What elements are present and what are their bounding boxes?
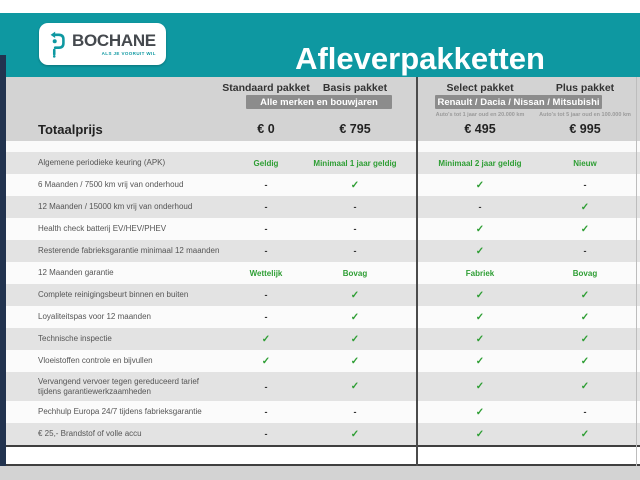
feature-cell-std bbox=[224, 262, 308, 284]
table-row bbox=[0, 350, 640, 372]
feature-cell-basis bbox=[308, 372, 402, 401]
check-icon: ✓ bbox=[580, 333, 590, 345]
feature-cell-std bbox=[224, 152, 308, 174]
column-headers-row bbox=[0, 80, 640, 95]
feature-label: 12 Maanden garantie bbox=[38, 268, 114, 277]
feature-label: € 25,- Brandstof of volle accu bbox=[38, 429, 142, 438]
check-icon: ✓ bbox=[350, 428, 360, 440]
feature-cell-plus bbox=[542, 328, 628, 350]
feature-cell-basis bbox=[308, 401, 402, 423]
dash-icon: - bbox=[353, 224, 357, 234]
feature-label: Complete reinigingsbeurt binnen en buiten bbox=[38, 290, 189, 299]
dash-icon: - bbox=[264, 180, 268, 190]
dash-icon: - bbox=[264, 290, 268, 300]
feature-cell-basis bbox=[308, 284, 402, 306]
feature-cell-std bbox=[224, 350, 308, 372]
feature-cell-plus bbox=[542, 174, 628, 196]
feature-cell-basis bbox=[308, 306, 402, 328]
check-icon: ✓ bbox=[580, 381, 590, 392]
dash-icon: - bbox=[583, 246, 587, 256]
feature-label: Pechhulp Europa 24/7 tijdens fabrieksgarantie bbox=[38, 407, 202, 416]
select-pakket-caption: Auto's tot 1 jaar oud en 20.000 km bbox=[435, 112, 525, 118]
feature-cell-basis bbox=[308, 196, 402, 218]
feature-cell-select bbox=[418, 174, 542, 196]
table-row bbox=[0, 218, 640, 240]
feature-label: Loyaliteitspas voor 12 maanden bbox=[38, 312, 151, 321]
feature-cell-select bbox=[418, 152, 542, 174]
check-icon: ✓ bbox=[580, 355, 590, 367]
feature-cell-plus bbox=[542, 262, 628, 284]
feature-value: Bovag bbox=[572, 268, 598, 278]
feature-cell-basis bbox=[308, 218, 402, 240]
dash-icon: - bbox=[583, 180, 587, 190]
feature-label: 6 Maanden / 7500 km vrij van onderhoud bbox=[38, 180, 184, 189]
feature-label: Resterende fabrieksgarantie minimaal 12 maanden bbox=[38, 246, 220, 255]
column-header-select: Select pakket bbox=[446, 81, 514, 94]
feature-cell-basis bbox=[308, 350, 402, 372]
feature-cell-std bbox=[224, 240, 308, 262]
check-icon: ✓ bbox=[475, 406, 485, 418]
feature-cell-std bbox=[224, 174, 308, 196]
price-plus: € 995 bbox=[569, 122, 601, 136]
left-edge-strip bbox=[0, 55, 6, 466]
check-icon: ✓ bbox=[475, 333, 485, 345]
column-header-plus: Plus pakket bbox=[555, 81, 615, 94]
feature-cell-basis bbox=[308, 423, 402, 445]
feature-cell-select bbox=[418, 218, 542, 240]
feature-label: Technische inspectie bbox=[38, 334, 112, 343]
feature-cell-plus bbox=[542, 152, 628, 174]
table-row bbox=[0, 152, 640, 174]
feature-cell-plus bbox=[542, 284, 628, 306]
check-icon: ✓ bbox=[475, 179, 485, 191]
feature-cell-select bbox=[418, 328, 542, 350]
column-header-spacer bbox=[0, 80, 224, 95]
column-header-basis: Basis pakket bbox=[322, 81, 388, 94]
column-header-standaard: Standaard pakket bbox=[222, 81, 310, 94]
dash-icon: - bbox=[264, 381, 268, 392]
feature-cell-plus bbox=[542, 372, 628, 401]
check-icon: ✓ bbox=[475, 381, 485, 392]
feature-cell-plus bbox=[542, 423, 628, 445]
check-icon: ✓ bbox=[475, 289, 485, 301]
right-edge-line bbox=[636, 77, 637, 466]
feature-value: Minimaal 2 jaar geldig bbox=[438, 158, 522, 168]
table-row bbox=[0, 401, 640, 423]
feature-value: Wettelijk bbox=[249, 268, 283, 278]
dash-icon: - bbox=[583, 407, 587, 417]
check-icon: ✓ bbox=[261, 355, 271, 367]
feature-cell-select bbox=[418, 196, 542, 218]
group-badge-renault-dacia-nissan-mitsubishi: Renault / Dacia / Nissan / Mitsubishi bbox=[435, 95, 602, 109]
check-icon: ✓ bbox=[580, 223, 590, 235]
check-icon: ✓ bbox=[350, 355, 360, 367]
bochane-logo-icon bbox=[46, 29, 68, 59]
feature-label: Algemene periodieke keuring (APK) bbox=[38, 158, 166, 167]
logo-name: BOCHANE bbox=[72, 31, 156, 50]
table-row bbox=[0, 423, 640, 445]
group-divider-line bbox=[416, 77, 418, 466]
feature-cell-select bbox=[418, 262, 542, 284]
table-row bbox=[0, 262, 640, 284]
feature-cell-select bbox=[418, 240, 542, 262]
dash-icon: - bbox=[264, 407, 268, 417]
check-icon: ✓ bbox=[580, 428, 590, 440]
table-row bbox=[0, 174, 640, 196]
feature-label: Vervangend vervoer tegen gereduceerd tarief tijdens garantiewerkzaamheden bbox=[38, 376, 199, 396]
dash-icon: - bbox=[264, 246, 268, 256]
dash-icon: - bbox=[353, 407, 357, 417]
feature-cell-plus bbox=[542, 350, 628, 372]
feature-cell-basis bbox=[308, 152, 402, 174]
feature-cell-select bbox=[418, 372, 542, 401]
feature-value: Fabriek bbox=[465, 268, 495, 278]
dash-icon: - bbox=[264, 312, 268, 322]
footer-strip bbox=[0, 445, 640, 466]
feature-cell-basis bbox=[308, 328, 402, 350]
price-basis: € 795 bbox=[339, 122, 371, 136]
price-standaard: € 0 bbox=[257, 122, 275, 136]
feature-cell-plus bbox=[542, 240, 628, 262]
feature-cell-select bbox=[418, 284, 542, 306]
feature-cell-plus bbox=[542, 306, 628, 328]
dash-icon: - bbox=[353, 202, 357, 212]
feature-value: Nieuw bbox=[573, 158, 597, 168]
dash-icon: - bbox=[264, 202, 268, 212]
dash-icon: - bbox=[353, 246, 357, 256]
table-row bbox=[0, 284, 640, 306]
check-icon: ✓ bbox=[261, 333, 271, 345]
check-icon: ✓ bbox=[475, 245, 485, 257]
separator-strip bbox=[0, 141, 640, 152]
dash-icon: - bbox=[264, 429, 268, 439]
total-label: Totaalprijs bbox=[38, 121, 103, 137]
check-icon: ✓ bbox=[350, 333, 360, 345]
check-icon: ✓ bbox=[475, 355, 485, 367]
dash-icon: - bbox=[478, 202, 482, 212]
check-icon: ✓ bbox=[350, 179, 360, 191]
check-icon: ✓ bbox=[580, 289, 590, 301]
feature-value: Minimaal 1 jaar geldig bbox=[313, 158, 397, 168]
total-price-row bbox=[0, 119, 640, 139]
bochane-logo bbox=[39, 23, 166, 65]
feature-cell-select bbox=[418, 423, 542, 445]
page-header bbox=[0, 13, 640, 77]
check-icon: ✓ bbox=[350, 381, 360, 392]
feature-cell-select bbox=[418, 401, 542, 423]
feature-cell-select bbox=[418, 306, 542, 328]
feature-cell-std bbox=[224, 306, 308, 328]
feature-value: Bovag bbox=[342, 268, 368, 278]
top-margin-strip bbox=[0, 0, 640, 13]
feature-cell-std bbox=[224, 196, 308, 218]
page-title: Afleverpakketten bbox=[295, 41, 545, 76]
check-icon: ✓ bbox=[580, 311, 590, 323]
check-icon: ✓ bbox=[475, 223, 485, 235]
logo-tagline: ALS JE VOORUIT WIL bbox=[101, 51, 156, 56]
table-row bbox=[0, 306, 640, 328]
feature-cell-std bbox=[224, 372, 308, 401]
feature-cell-basis bbox=[308, 240, 402, 262]
feature-label: Health check batterij EV/HEV/PHEV bbox=[38, 224, 167, 233]
feature-label: 12 Maanden / 15000 km vrij van onderhoud bbox=[38, 202, 193, 211]
check-icon: ✓ bbox=[350, 289, 360, 301]
feature-cell-plus bbox=[542, 196, 628, 218]
table-row bbox=[0, 196, 640, 218]
feature-cell-select bbox=[418, 350, 542, 372]
check-icon: ✓ bbox=[580, 201, 590, 213]
plus-pakket-caption: Auto's tot 5 jaar oud en 100.000 km bbox=[539, 112, 631, 118]
table-row bbox=[0, 372, 640, 401]
table-row bbox=[0, 240, 640, 262]
feature-label: Vloeistoffen controle en bijvullen bbox=[38, 356, 153, 365]
feature-cell-std bbox=[224, 423, 308, 445]
check-icon: ✓ bbox=[350, 311, 360, 323]
price-select: € 495 bbox=[464, 122, 496, 136]
feature-cell-plus bbox=[542, 218, 628, 240]
dash-icon: - bbox=[264, 224, 268, 234]
check-icon: ✓ bbox=[475, 428, 485, 440]
feature-cell-std bbox=[224, 284, 308, 306]
feature-cell-std bbox=[224, 328, 308, 350]
feature-cell-std bbox=[224, 401, 308, 423]
feature-cell-std bbox=[224, 218, 308, 240]
feature-value: Geldig bbox=[253, 158, 279, 168]
table-row bbox=[0, 328, 640, 350]
check-icon: ✓ bbox=[475, 311, 485, 323]
group-badge-alle-merken: Alle merken en bouwjaren bbox=[246, 95, 392, 109]
feature-cell-plus bbox=[542, 401, 628, 423]
feature-rows bbox=[0, 152, 640, 445]
logo-text bbox=[72, 32, 156, 56]
feature-cell-basis bbox=[308, 262, 402, 284]
feature-cell-basis bbox=[308, 174, 402, 196]
